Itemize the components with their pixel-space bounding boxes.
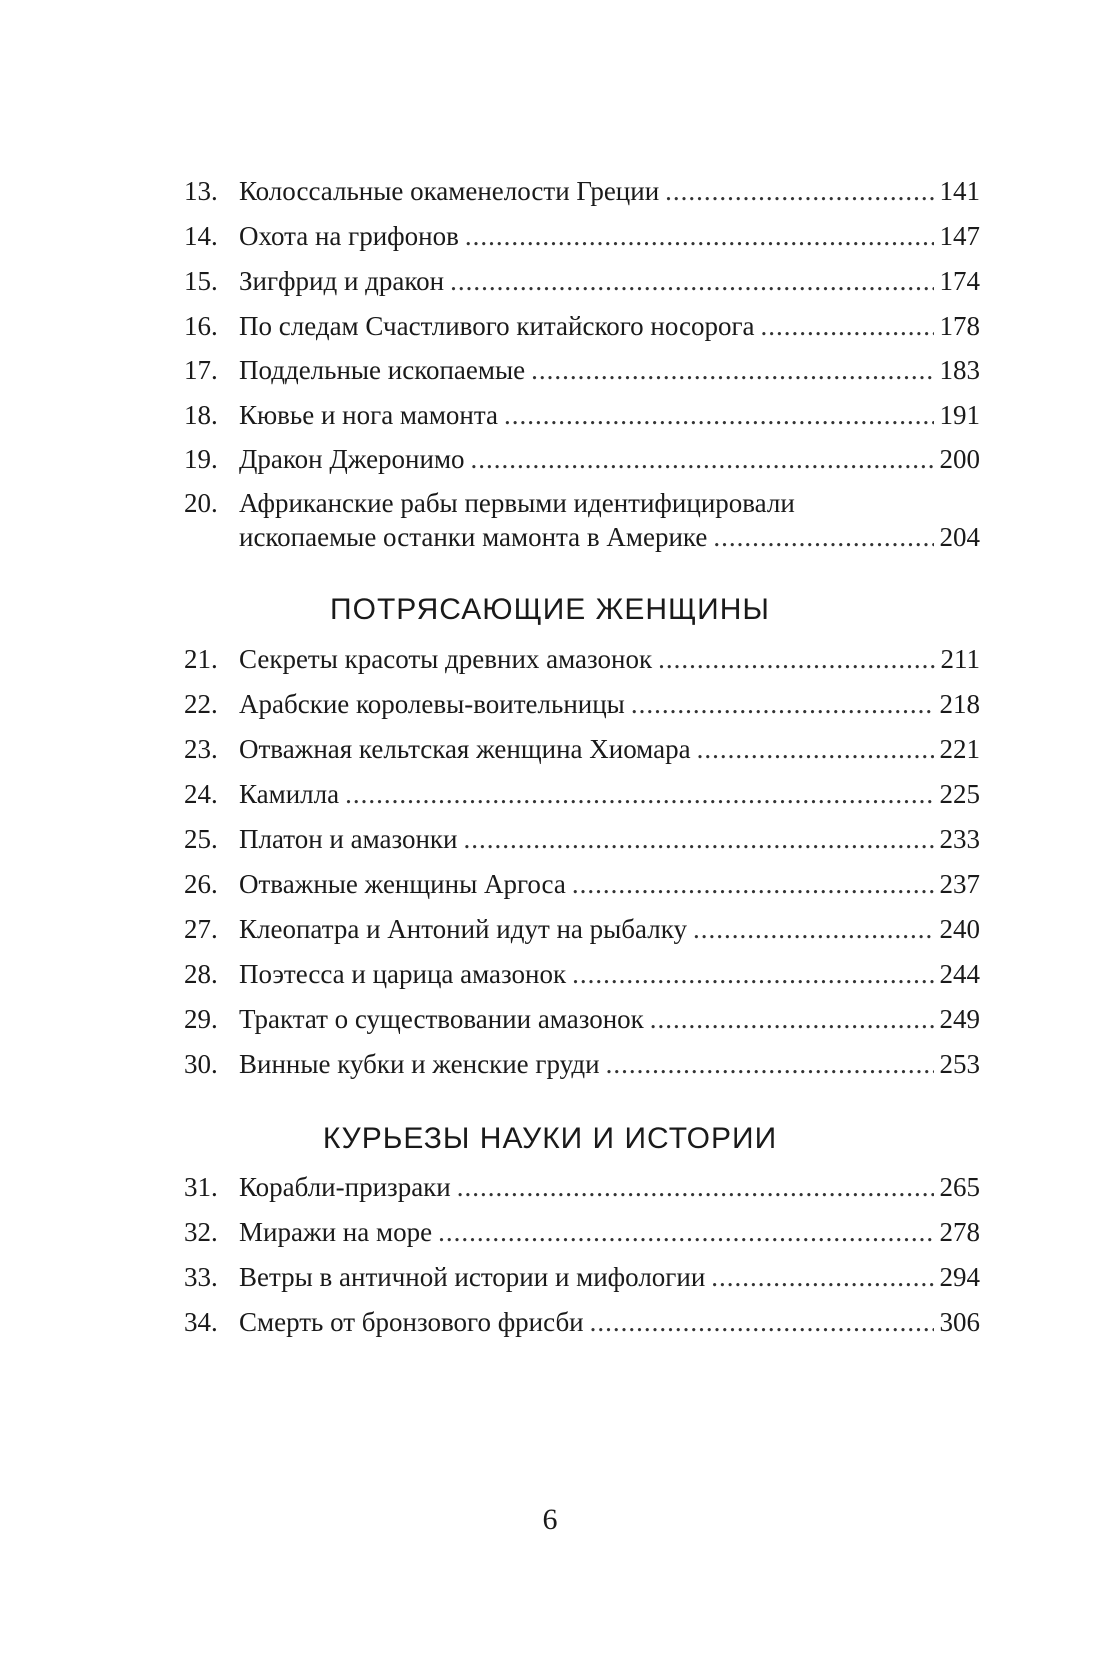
entry-title: Платон и амазонки xyxy=(239,824,458,854)
entry-title: Трактат о существовании амазонок xyxy=(239,1004,644,1034)
toc-entry xyxy=(184,1214,980,1250)
entry-page: 147 xyxy=(939,221,980,251)
entry-number: 29. xyxy=(184,1004,218,1034)
dot-leader xyxy=(438,1214,933,1250)
entry-page: 278 xyxy=(939,1217,980,1247)
dot-leader xyxy=(761,308,934,344)
entry-number: 15. xyxy=(184,266,218,296)
entry-number: 34. xyxy=(184,1307,218,1337)
entry-page: 240 xyxy=(939,914,980,944)
dot-leader xyxy=(665,173,933,209)
toc-entry xyxy=(184,173,980,209)
toc-entry xyxy=(184,641,980,677)
entry-title: Секреты красоты древних амазонок xyxy=(239,644,653,674)
entry-title: Смерть от бронзового фрисби xyxy=(239,1307,584,1337)
entry-page: 211 xyxy=(940,644,980,674)
entry-page: 178 xyxy=(939,311,980,341)
dot-leader xyxy=(606,1046,934,1082)
entry-number: 30. xyxy=(184,1049,218,1079)
dot-leader xyxy=(590,1304,934,1340)
toc-entry xyxy=(184,397,980,433)
entry-number: 22. xyxy=(184,689,218,719)
entry-title: По следам Счастливого китайского носорога xyxy=(239,311,755,341)
entry-title: Миражи на море xyxy=(239,1217,433,1247)
entry-number: 28. xyxy=(184,959,218,989)
entry-number: 20. xyxy=(184,488,218,518)
entry-page: 204 xyxy=(939,522,980,552)
toc-entry xyxy=(184,686,980,722)
entry-number: 23. xyxy=(184,734,218,764)
dot-leader xyxy=(650,1001,934,1037)
toc-entry xyxy=(184,731,980,767)
entry-number: 27. xyxy=(184,914,218,944)
dot-leader xyxy=(631,686,934,722)
entry-number: 32. xyxy=(184,1217,218,1247)
dot-leader xyxy=(693,911,934,947)
entry-title-line1: Африканские рабы первыми идентифицировали xyxy=(239,488,795,518)
entry-title: Охота на грифонов xyxy=(239,221,459,251)
entry-number: 14. xyxy=(184,221,218,251)
entry-number: 19. xyxy=(184,444,218,474)
entry-page: 221 xyxy=(939,734,980,764)
entry-title: Винные кубки и женские груди xyxy=(239,1049,600,1079)
toc-entry xyxy=(184,1259,980,1295)
entry-title: Зигфрид и дракон xyxy=(239,266,445,296)
entry-page: 237 xyxy=(939,869,980,899)
entry-page: 265 xyxy=(939,1172,980,1202)
dot-leader xyxy=(711,1259,933,1295)
toc-entry xyxy=(184,911,980,947)
toc-entry xyxy=(184,263,980,299)
entry-page: 244 xyxy=(939,959,980,989)
dot-leader xyxy=(457,1169,934,1205)
entry-page: 294 xyxy=(939,1262,980,1292)
entry-title: Дракон Джеронимо xyxy=(239,444,465,474)
entry-page: 183 xyxy=(939,355,980,385)
dot-leader xyxy=(697,731,934,767)
entry-page: 141 xyxy=(939,176,980,206)
entry-number: 26. xyxy=(184,869,218,899)
entry-title: Кювье и нога мамонта xyxy=(239,400,498,430)
entry-number: 33. xyxy=(184,1262,218,1292)
toc-entry xyxy=(184,866,980,902)
dot-leader xyxy=(450,263,933,299)
entry-page: 174 xyxy=(939,266,980,296)
dot-leader xyxy=(504,397,934,433)
entry-page: 225 xyxy=(939,779,980,809)
entry-number: 24. xyxy=(184,779,218,809)
entry-page: 218 xyxy=(939,689,980,719)
toc-entry xyxy=(184,1001,980,1037)
section-heading-women: ПОТРЯСАЮЩИЕ ЖЕНЩИНЫ xyxy=(330,593,770,626)
entry-title: Клеопатра и Антоний идут на рыбалку xyxy=(239,914,687,944)
entry-page: 253 xyxy=(939,1049,980,1079)
toc-entry xyxy=(184,1046,980,1082)
toc-entry xyxy=(184,218,980,254)
entry-number: 16. xyxy=(184,311,218,341)
entry-title: Отважная кельтская женщина Хиомара xyxy=(239,734,691,764)
dot-leader xyxy=(345,776,933,812)
toc-entry xyxy=(184,776,980,812)
entry-title-line2: ископаемые останки мамонта в Америке xyxy=(239,522,708,552)
toc-entry xyxy=(184,1169,980,1205)
entry-title: Арабские королевы-воительницы xyxy=(239,689,625,719)
section-heading-curiosities: КУРЬЕЗЫ НАУКИ И ИСТОРИИ xyxy=(322,1122,778,1155)
toc-entry xyxy=(184,956,980,992)
toc-entry xyxy=(184,308,980,344)
dot-leader xyxy=(572,866,934,902)
toc-entry xyxy=(184,441,980,477)
dot-leader xyxy=(572,956,933,992)
dot-leader xyxy=(464,821,934,857)
entry-page: 191 xyxy=(939,400,980,430)
entry-page: 249 xyxy=(939,1004,980,1034)
entry-page: 200 xyxy=(939,444,980,474)
toc-entry xyxy=(184,821,980,857)
entry-number: 25. xyxy=(184,824,218,854)
toc-entry xyxy=(184,485,980,555)
entry-title: Поэтесса и царица амазонок xyxy=(239,959,567,989)
entry-number: 13. xyxy=(184,176,218,206)
page-number: 6 xyxy=(542,1503,558,1536)
entry-title: Отважные женщины Аргоса xyxy=(239,869,566,899)
dot-leader xyxy=(713,519,933,555)
entry-title: Корабли-призраки xyxy=(239,1172,451,1202)
entry-number: 18. xyxy=(184,400,218,430)
entry-title: Ветры в античной истории и мифологии xyxy=(239,1262,706,1292)
dot-leader xyxy=(465,218,934,254)
toc-entry xyxy=(184,1304,980,1340)
entry-title: Камилла xyxy=(239,779,340,809)
toc-entry xyxy=(184,352,980,388)
entry-number: 31. xyxy=(184,1172,218,1202)
entry-number: 17. xyxy=(184,355,218,385)
entry-title: Поддельные ископаемые xyxy=(239,355,526,385)
dot-leader xyxy=(531,352,933,388)
entry-title: Колоссальные окаменелости Греции xyxy=(239,176,660,206)
dot-leader xyxy=(658,641,934,677)
entry-page: 306 xyxy=(939,1307,980,1337)
entry-number: 21. xyxy=(184,644,218,674)
entry-page: 233 xyxy=(939,824,980,854)
dot-leader xyxy=(471,441,934,477)
